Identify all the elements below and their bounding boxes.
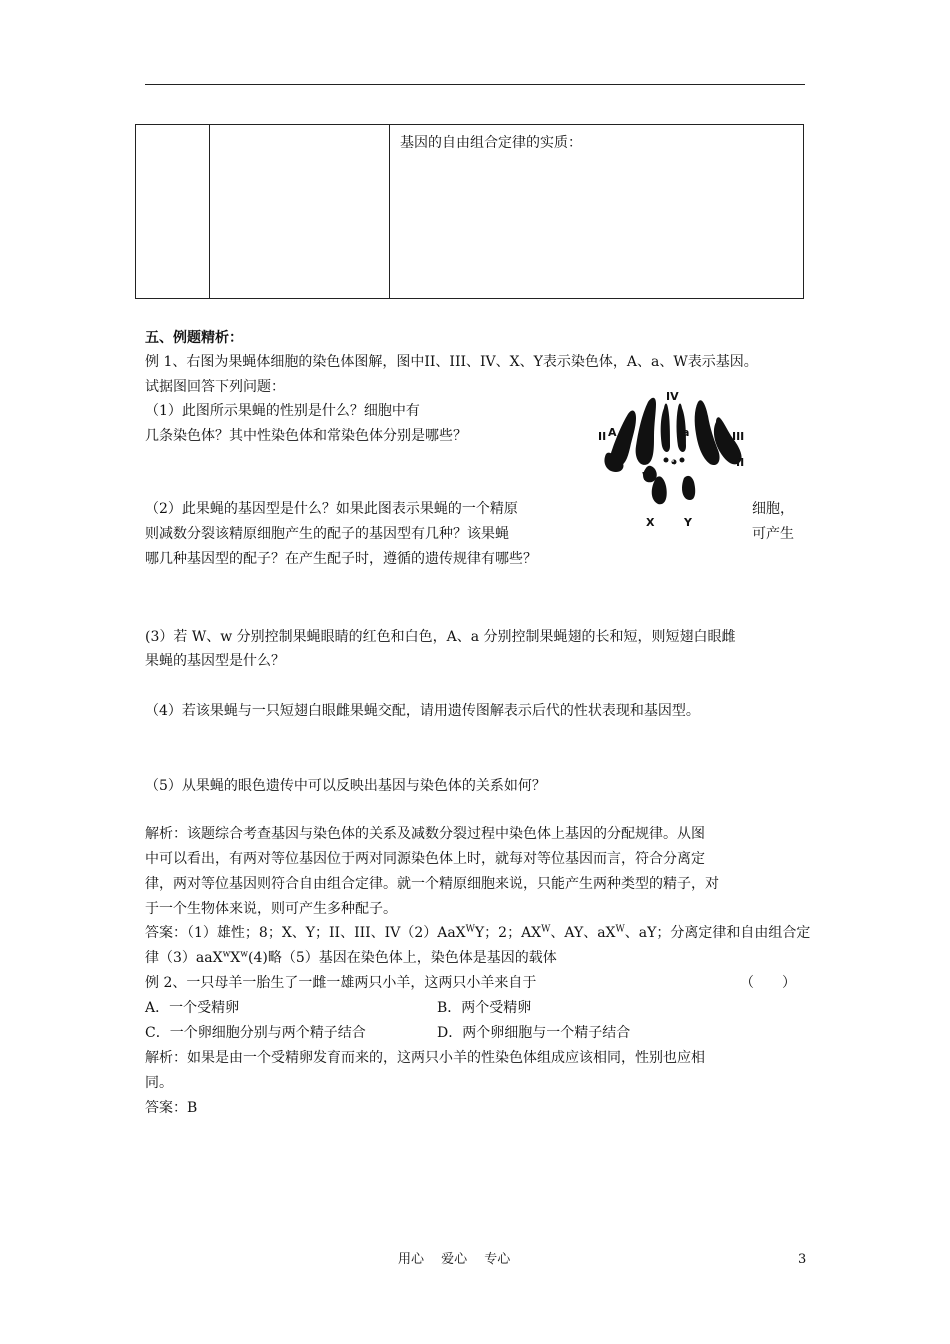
example2-analysis-2: 同。 bbox=[145, 1075, 173, 1091]
example2-option-b: B．两个受精卵 bbox=[437, 1000, 532, 1016]
label-a: a bbox=[682, 426, 690, 439]
answer2-part-a: 律（3）aaX bbox=[145, 950, 223, 966]
table-cell-1 bbox=[136, 125, 210, 299]
table-cell-3 bbox=[390, 125, 804, 299]
label-II-left: II bbox=[598, 430, 607, 443]
example2-option-d: D．两个卵细胞与一个精子结合 bbox=[437, 1025, 631, 1041]
example1-q2-a-right: 细胞， bbox=[752, 501, 794, 517]
example2-option-a: A．一个受精卵 bbox=[145, 1000, 240, 1016]
example1-analysis-3: 律，两对等位基因则符合自由组合定律。就一个精原细胞来说，只能产生两种类型的精子，对 bbox=[145, 876, 719, 892]
summary-table bbox=[135, 124, 804, 299]
label-II-right: II bbox=[736, 456, 745, 469]
example1-q1-a: （1）此图所示果蝇的性别是什么？细胞中有 bbox=[145, 403, 420, 419]
table-cell-2 bbox=[210, 125, 390, 299]
example2-option-c: C．一个卵细胞分别与两个精子结合 bbox=[145, 1025, 366, 1041]
example2-question: 例 2、一只母羊一胎生了一雌一雄两只小羊，这两只小羊来自于 bbox=[145, 975, 537, 991]
label-X: X bbox=[646, 516, 655, 528]
label-III-right: III bbox=[732, 430, 745, 443]
section-title: 五、例题精析： bbox=[145, 330, 243, 346]
example1-q2-b-right: 可产生 bbox=[752, 526, 794, 542]
footer-motto: 用心 爱心 专心 bbox=[398, 1252, 511, 1267]
example1-q2-b: 则减数分裂该精原细胞产生的配子的基因型有几种？该果蝇 bbox=[145, 526, 509, 542]
answer1-part-c: 、AY、aX bbox=[550, 925, 616, 941]
answer2-part-c: (4)略（5）基因在染色体上，染色体是基因的载体 bbox=[247, 950, 557, 966]
example1-q1-b: 几条染色体？其中性染色体和常染色体分别是哪些？ bbox=[145, 428, 467, 444]
example1-q2-a: （2）此果蝇的基因型是什么？如果此图表示果蝇的一个精原 bbox=[145, 501, 518, 517]
example1-analysis-4: 于一个生物体来说，则可产生多种配子。 bbox=[145, 901, 397, 917]
answer1-part-b: Y；2；AX bbox=[474, 925, 542, 941]
page-number: 3 bbox=[798, 1252, 807, 1267]
label-A: A bbox=[608, 426, 617, 439]
example1-analysis-2: 中可以看出，有两对等位基因位于两对同源染色体上时，就每对等位基因而言，符合分离定 bbox=[145, 851, 705, 867]
example2-bracket: （ ） bbox=[740, 975, 796, 991]
sup-W-2: W bbox=[541, 924, 551, 935]
sup-w-1: w bbox=[222, 949, 231, 960]
example1-answer-1 bbox=[145, 923, 810, 943]
answer1-part-a: 答案：（1）雄性；8；X、Y；II、III、IV（2）AaX bbox=[145, 925, 466, 941]
answer2-part-b: X bbox=[230, 950, 241, 966]
example1-intro-1: 例 1、右图为果蝇体细胞的染色体图解，图中II、III、IV、X、Y表示染色体，A、a、W表示基因。 bbox=[145, 354, 758, 370]
sup-W-3: W bbox=[615, 924, 625, 935]
example2-analysis-1: 解析：如果是由一个受精卵发育而来的，这两只小羊的性染色体组成应该相同，性别也应相 bbox=[145, 1050, 705, 1066]
header-rule bbox=[145, 84, 805, 85]
example2-answer: 答案：B bbox=[145, 1100, 198, 1116]
example1-q5: （5）从果蝇的眼色遗传中可以反映出基因与染色体的关系如何？ bbox=[145, 778, 546, 794]
chromosome-figure bbox=[598, 388, 748, 528]
table-cell-3-text: 基因的自由组合定律的实质： bbox=[400, 135, 582, 151]
example1-intro-2: 试据图回答下列问题： bbox=[145, 379, 285, 395]
example1-q4: （4）若该果蝇与一只短翅白眼雌果蝇交配，请用遗传图解表示后代的性状表现和基因型。 bbox=[145, 703, 700, 719]
sup-W-1: W bbox=[465, 924, 475, 935]
label-IV: IV bbox=[666, 390, 679, 403]
example1-q3-a: (3）若 W、w 分别控制果蝇眼睛的红色和白色，A、a 分别控制果蝇翅的长和短，则短翅白眼雌 bbox=[145, 629, 736, 645]
example1-q3-b: 果蝇的基因型是什么？ bbox=[145, 653, 285, 669]
label-W: W bbox=[642, 470, 655, 483]
example1-analysis-1: 解析：该题综合考查基因与染色体的关系及减数分裂过程中染色体上基因的分配规律。从图 bbox=[145, 826, 705, 842]
example1-answer-2 bbox=[145, 948, 557, 968]
sup-w-2: w bbox=[240, 949, 248, 960]
answer1-part-d: 、aY；分离定律和自由组合定 bbox=[624, 925, 811, 941]
label-Y: Y bbox=[684, 516, 692, 528]
example1-q2-c: 哪几种基因型的配子？在产生配子时，遵循的遗传规律有哪些？ bbox=[145, 551, 537, 567]
